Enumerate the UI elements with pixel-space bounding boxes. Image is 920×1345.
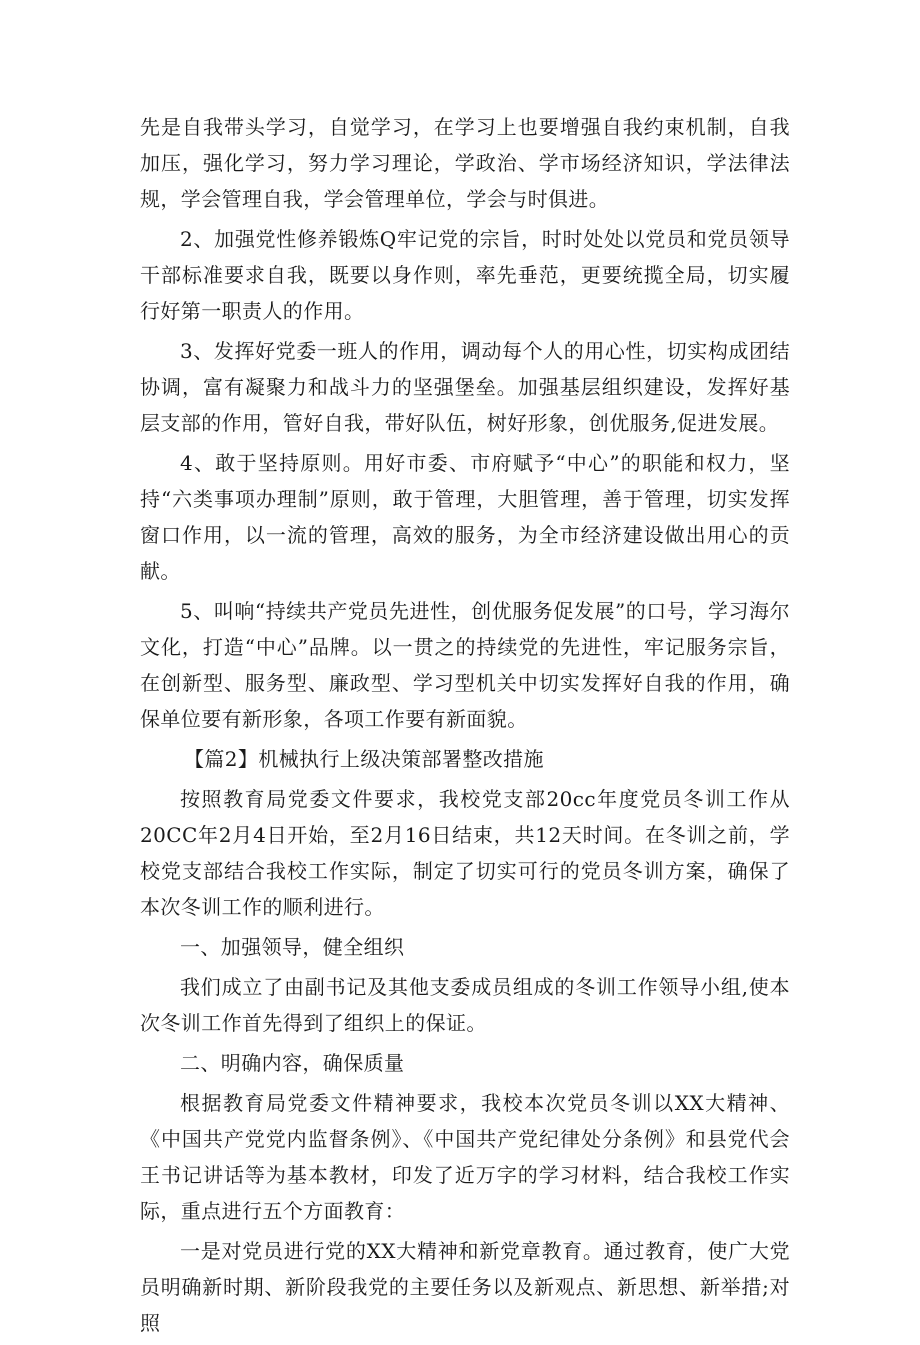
paragraph-intro: 按照教育局党委文件要求，我校党支部20cc年度党员冬训工作从20CC年2月4日开始，至2月16日结束，共12天时间。在冬训之前，学校党支部结合我校工作实际，制定了切实可行的党员冬训方案，确保了本次冬训工作的顺利进行。 bbox=[140, 787, 790, 919]
paragraph-item-3: 3、发挥好党委一班人的作用，调动每个人的用心性，切实构成团结协调，富有凝聚力和战斗力的坚强堡垒。加强基层组织建设，发挥好基层支部的作用，管好自我，带好队伍，树好形象，创优服务,促进发展。 bbox=[140, 339, 790, 435]
paragraph-item-2: 2、加强党性修养锻炼Q牢记党的宗旨，时时处处以党员和党员领导干部标准要求自我，既要以身作则，率先垂范，更要统揽全局，切实履行好第一职责人的作用。 bbox=[140, 227, 790, 323]
subheading-content: 二、明确内容，确保质量 bbox=[180, 1051, 405, 1075]
paragraph-item-4: 4、敢于坚持原则。用好市委、市府赋予“中心”的职能和权力，坚持“六类事项办理制”原则，敢于管理，大胆管理，善于管理，切实发挥窗口作用，以一流的管理，高效的服务，为全市经济建设做出用心的贡献。 bbox=[140, 451, 790, 583]
paragraph-item-5: 5、叫响“持续共产党员先进性，创优服务促发展”的口号，学习海尔文化，打造“中心”品牌。以一贯之的持续党的先进性，牢记服务宗旨，在创新型、服务型、廉政型、学习型机关中切实发挥好自我的作用，确保单位要有新形象，各项工作要有新面貌。 bbox=[140, 599, 790, 731]
paragraph-education-1: 一是对党员进行党的XX大精神和新党章教育。通过教育，使广大党员明确新时期、新阶段我党的主要任务以及新观点、新思想、新举措;对照 bbox=[140, 1239, 790, 1335]
subheading-leadership: 一、加强领导，健全组织 bbox=[180, 935, 405, 959]
paragraph-leadership: 我们成立了由副书记及其他支委成员组成的冬训工作领导小组,使本次冬训工作首先得到了组织上的保证。 bbox=[140, 975, 790, 1035]
paragraph-continuation: 先是自我带头学习，自觉学习，在学习上也要增强自我约束机制，自我加压，强化学习，努力学习理论，学政治、学市场经济知识，学法律法规，学会管理自我，学会管理单位，学会与时俱进。 bbox=[140, 115, 790, 211]
section-heading-part-2: 【篇2】机械执行上级决策部署整改措施 bbox=[184, 747, 544, 771]
paragraph-content: 根据教育局党委文件精神要求，我校本次党员冬训以XX大精神、《中国共产党党内监督条例》、《中国共产党纪律处分条例》和县党代会王书记讲话等为基本教材，印发了近万字的学习材料，结合我校工作实际，重点进行五个方面教育： bbox=[140, 1091, 790, 1223]
document-body bbox=[140, 109, 790, 1345]
